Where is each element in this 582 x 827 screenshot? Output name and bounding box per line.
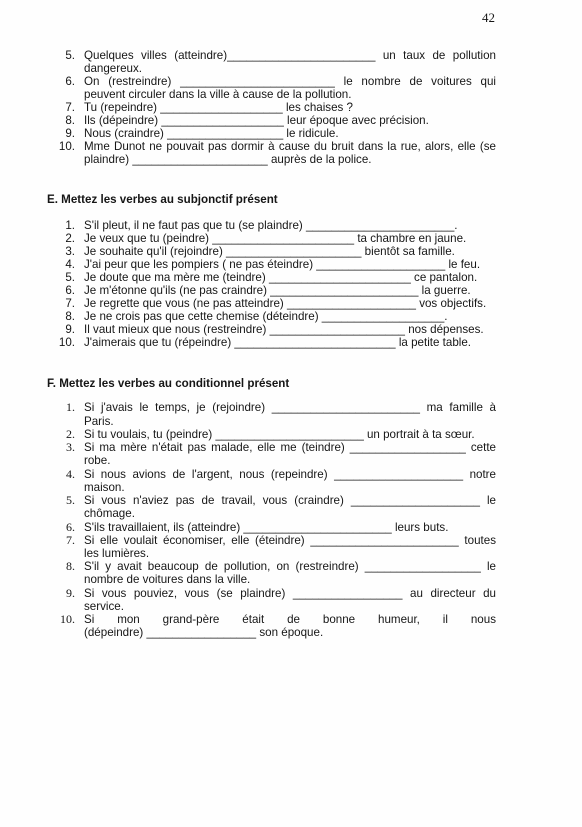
item-number: 5. bbox=[66, 493, 75, 508]
exercise-item bbox=[65, 322, 496, 336]
item-line: Je regrette que vous (ne pas atteindre) ____________________ vos objectifs. bbox=[84, 296, 487, 310]
item-line: Si vous n'aviez pas de travail, vous (craindre) ____________________ le bbox=[84, 494, 496, 508]
item-line: Tu (repeindre) ___________________ les chaises ? bbox=[84, 100, 353, 114]
item-number: 1. bbox=[66, 400, 75, 415]
item-line: J'ai peur que les pompiers ( ne pas éteindre) ____________________ le feu. bbox=[84, 257, 481, 271]
item-number: 2. bbox=[66, 426, 75, 441]
item-line: Quelques villes (atteindre)_______________________ un taux de pollution bbox=[84, 48, 496, 62]
item-number: 10. bbox=[58, 335, 75, 349]
item-line: S'ils travaillaient, ils (atteindre) _______________________ leurs buts. bbox=[84, 520, 449, 534]
exercise-item bbox=[65, 100, 496, 114]
item-line: service. bbox=[84, 599, 124, 613]
item-line: Nous (craindre) __________________ le ridicule. bbox=[84, 127, 339, 141]
exercise-item bbox=[65, 113, 496, 127]
item-line: S'il pleut, il ne faut pas que tu (se plaindre) _______________________. bbox=[84, 218, 458, 232]
item-line: Si nous avions de l'argent, nous (repeindre) ____________________ notre bbox=[84, 467, 496, 481]
item-number: 5. bbox=[65, 270, 75, 284]
section-heading-e: E. Mettez les verbes au subjonctif présent bbox=[47, 192, 278, 206]
item-number: 5. bbox=[65, 48, 75, 62]
item-line: Je souhaite qu'il (rejoindre) _____________________ bientôt sa famille. bbox=[84, 244, 455, 258]
item-line: Si vous pouviez, vous (se plaindre) _________________ au directeur du bbox=[84, 586, 496, 600]
exercise-item bbox=[65, 231, 496, 245]
exercise-item bbox=[58, 140, 496, 167]
item-line: maison. bbox=[84, 480, 125, 494]
section-heading-f: F. Mettez les verbes au conditionnel présent bbox=[47, 376, 290, 390]
item-line: Si elle voulait économiser, elle (éteindre) _______________________ toutes bbox=[84, 533, 496, 547]
item-number: 4. bbox=[66, 466, 75, 481]
exercise-item bbox=[65, 244, 496, 258]
exercise-e bbox=[0, 219, 582, 349]
item-line: plaindre) _____________________ auprès de la police. bbox=[84, 153, 372, 167]
item-line: Je ne crois pas que cette chemise (déteindre) ___________________. bbox=[84, 309, 448, 323]
item-line: S'il y avait beaucoup de pollution, on (restreindre) __________________ le bbox=[84, 560, 496, 574]
exercise-item bbox=[66, 519, 496, 534]
item-number: 10. bbox=[58, 140, 75, 154]
exercise-item bbox=[65, 218, 496, 232]
item-number: 6. bbox=[65, 74, 75, 88]
exercise-item bbox=[66, 532, 496, 560]
item-number: 7. bbox=[65, 100, 75, 114]
item-number: 9. bbox=[65, 127, 75, 141]
item-number: 4. bbox=[65, 257, 75, 271]
item-number: 3. bbox=[65, 244, 75, 258]
item-line: les lumières. bbox=[84, 546, 150, 560]
item-number: 6. bbox=[65, 283, 75, 297]
item-line: Je m'étonne qu'ils (ne pas craindre) _______________________ la guerre. bbox=[84, 283, 471, 297]
exercise-item bbox=[66, 585, 496, 613]
exercise-item bbox=[60, 612, 496, 640]
item-line: Ils (dépeindre) ___________________ leur époque avec précision. bbox=[84, 113, 429, 127]
exercise-item bbox=[65, 48, 496, 75]
item-number: 8. bbox=[65, 309, 75, 323]
item-line: chômage. bbox=[84, 507, 135, 521]
exercise-item bbox=[65, 283, 496, 297]
exercise-item bbox=[65, 270, 496, 284]
item-number: 7. bbox=[65, 296, 75, 310]
item-line: Je doute que ma mère me (teindre) ______________________ ce pantalon. bbox=[84, 270, 478, 284]
exercise-item bbox=[65, 257, 496, 271]
page-number: 42 bbox=[482, 10, 495, 25]
item-line: nombre de voitures dans la ville. bbox=[84, 573, 251, 587]
exercise-item bbox=[65, 127, 496, 141]
exercise-continued bbox=[0, 49, 582, 167]
item-line: Il vaut mieux que nous (restreindre) _____________________ nos dépenses. bbox=[84, 322, 484, 336]
exercise-item bbox=[65, 309, 496, 323]
item-line: (dépeindre) _________________ son époque. bbox=[84, 626, 324, 640]
exercise-item bbox=[66, 400, 496, 428]
item-number: 10. bbox=[60, 612, 75, 627]
item-line: Si ma mère n'était pas malade, elle me (teindre) __________________ cette bbox=[84, 441, 496, 455]
item-line: Je veux que tu (peindre) ______________________ ta chambre en jaune. bbox=[84, 231, 467, 245]
item-number: 9. bbox=[65, 322, 75, 336]
item-line: dangereux. bbox=[84, 61, 143, 75]
item-line: peuvent circuler dans la ville à cause de la pollution. bbox=[84, 87, 352, 101]
item-number: 7. bbox=[66, 532, 75, 547]
item-line: robe. bbox=[84, 454, 111, 468]
exercise-item bbox=[66, 426, 496, 441]
exercise-item bbox=[65, 74, 496, 101]
item-number: 6. bbox=[66, 519, 75, 534]
exercise-item bbox=[66, 440, 496, 468]
exercise-item bbox=[58, 335, 496, 349]
item-number: 8. bbox=[65, 113, 75, 127]
item-line: Si mon grand-père était de bonne humeur, il nous bbox=[84, 613, 496, 627]
exercise-item bbox=[66, 493, 496, 521]
item-number: 9. bbox=[66, 585, 75, 600]
item-number: 2. bbox=[65, 231, 75, 245]
exercise-item bbox=[66, 559, 496, 587]
item-number: 8. bbox=[66, 559, 75, 574]
exercise-item bbox=[65, 296, 496, 310]
item-line: Mme Dunot ne pouvait pas dormir à cause du bruit dans la rue, alors, elle (se bbox=[84, 140, 496, 154]
exercise-item bbox=[66, 466, 496, 494]
exercise-f bbox=[0, 401, 582, 639]
item-number: 1. bbox=[65, 218, 75, 232]
item-line: Si j'avais le temps, je (rejoindre) _______________________ ma famille à bbox=[84, 401, 496, 415]
item-line: On (restreindre) ________________________ le nombre de voitures qui bbox=[84, 74, 496, 88]
item-number: 3. bbox=[66, 440, 75, 455]
item-line: Paris. bbox=[84, 414, 114, 428]
item-line: J'aimerais que tu (répeindre) _________________________ la petite table. bbox=[84, 335, 472, 349]
item-line: Si tu voulais, tu (peindre) _______________________ un portrait à ta sœur. bbox=[84, 427, 475, 441]
